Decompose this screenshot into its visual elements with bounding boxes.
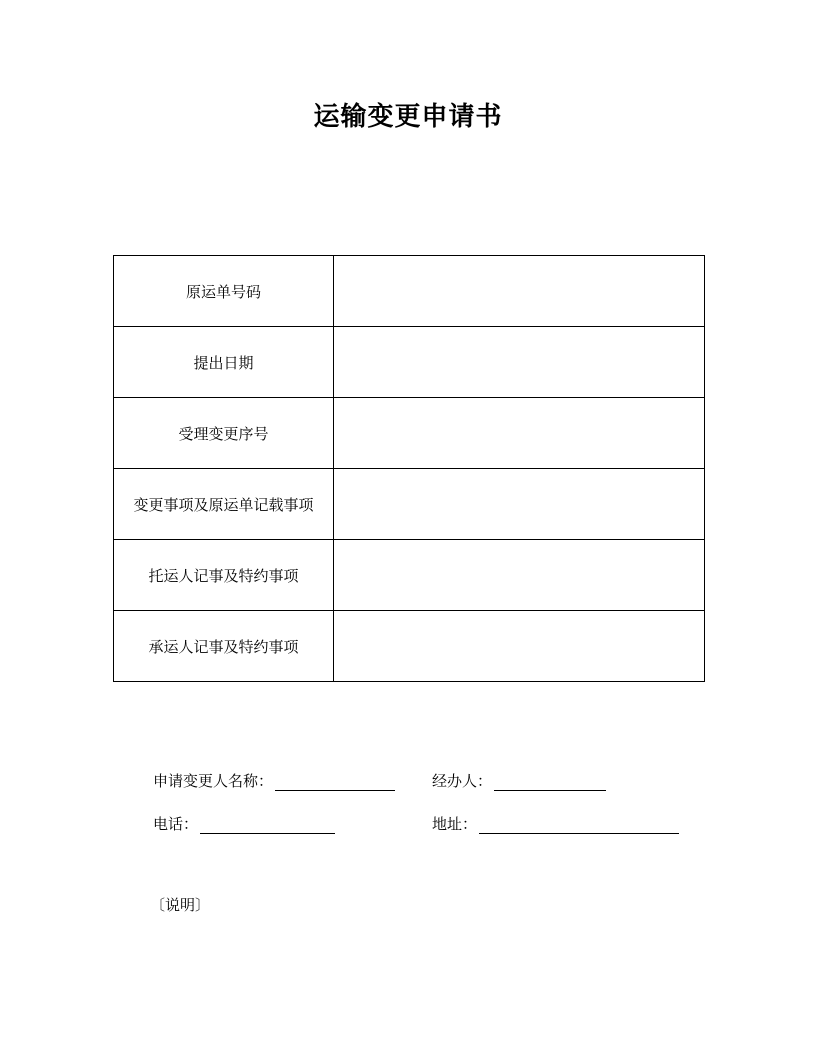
address-blank[interactable] <box>479 816 679 834</box>
table-row <box>114 398 705 469</box>
table-row <box>114 540 705 611</box>
note-label: 〔说明〕 <box>150 896 211 914</box>
field-label-submission-date: 提出日期 <box>114 327 334 398</box>
phone-blank[interactable] <box>200 816 335 834</box>
phone-label: 电话： <box>153 815 199 833</box>
page-title: 运输变更申请书 <box>313 102 503 132</box>
address-line <box>432 813 679 834</box>
table-row <box>114 256 705 327</box>
table-row <box>114 469 705 540</box>
address-label: 地址： <box>432 815 478 833</box>
field-label-change-items: 变更事项及原运单记载事项 <box>114 469 334 540</box>
field-label-shipper-notes: 托运人记事及特约事项 <box>114 540 334 611</box>
field-value-change-items[interactable] <box>334 469 705 540</box>
applicant-name-blank[interactable] <box>275 773 395 791</box>
table-row <box>114 611 705 682</box>
field-value-original-waybill-number[interactable] <box>334 256 705 327</box>
change-request-form-table <box>113 255 705 682</box>
field-label-carrier-notes: 承运人记事及特约事项 <box>114 611 334 682</box>
applicant-name-label: 申请变更人名称： <box>153 772 274 790</box>
table-row <box>114 327 705 398</box>
applicant-name-line <box>153 770 395 791</box>
field-label-change-sequence-number: 受理变更序号 <box>114 398 334 469</box>
field-value-shipper-notes[interactable] <box>334 540 705 611</box>
handler-line <box>432 770 606 791</box>
handler-blank[interactable] <box>494 773 606 791</box>
field-label-original-waybill-number: 原运单号码 <box>114 256 334 327</box>
field-value-submission-date[interactable] <box>334 327 705 398</box>
field-value-change-sequence-number[interactable] <box>334 398 705 469</box>
field-value-carrier-notes[interactable] <box>334 611 705 682</box>
phone-line <box>153 813 335 834</box>
handler-label: 经办人： <box>432 772 493 790</box>
